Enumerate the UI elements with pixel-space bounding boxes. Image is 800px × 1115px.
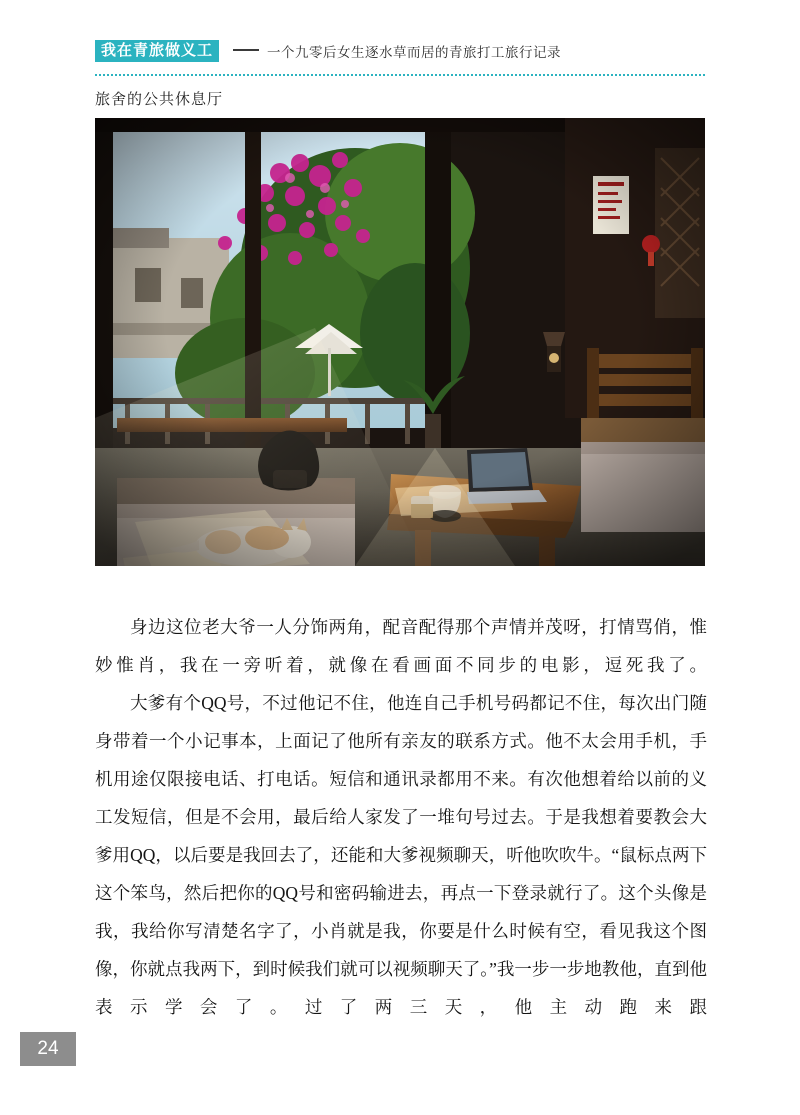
paragraph-2: 大爹有个QQ号，不过他记不住，他连自己手机号码都记不住，每次出门随身带着一个小记事本，上面记了他所有亲友的联系方式。他不太会用手机，手机用途仅限接电话、打电话。短信和通讯录都用不来。有次他想着给以前的义工发短信，但是不会用，最后给人家发了一堆句号过去。于是我想着要教会大爹用QQ，以后要是我回去了，还能和大爹视频聊天，听他吹吹牛。“鼠标点两下这个笨鸟，然后把你的QQ号和密码输进去，再点一下登录就行了。这个头像是我，我给你写清楚名字了，小肖就是我，你要是什么时候有空，看见我这个图像，你就点我两下，到时候我们就可以视频聊天了。”我一步一步地教他，直到他表示学会了。过了两三天，他主动跑来跟 [95,693,707,1017]
book-subtitle: 一个九零后女生逐水草而居的青旅打工旅行记录 [267,45,562,60]
book-title: 我在青旅做义工 [95,40,219,62]
page-header [95,40,705,72]
page-number: 24 [37,1038,59,1059]
article-body [95,608,707,1026]
figure-caption: 旅舍的公共休息厅 [95,91,224,108]
paragraph-1: 身边这位老大爷一人分饰两角，配音配得那个声情并茂呀，打情骂俏，惟妙惟肖，我在一旁听着，就像在看画面不同步的电影，逗死我了。 [95,617,707,675]
header-dash [233,49,259,51]
figure-photo [95,118,705,566]
page-number-badge [20,1032,76,1066]
header-divider [95,74,705,76]
